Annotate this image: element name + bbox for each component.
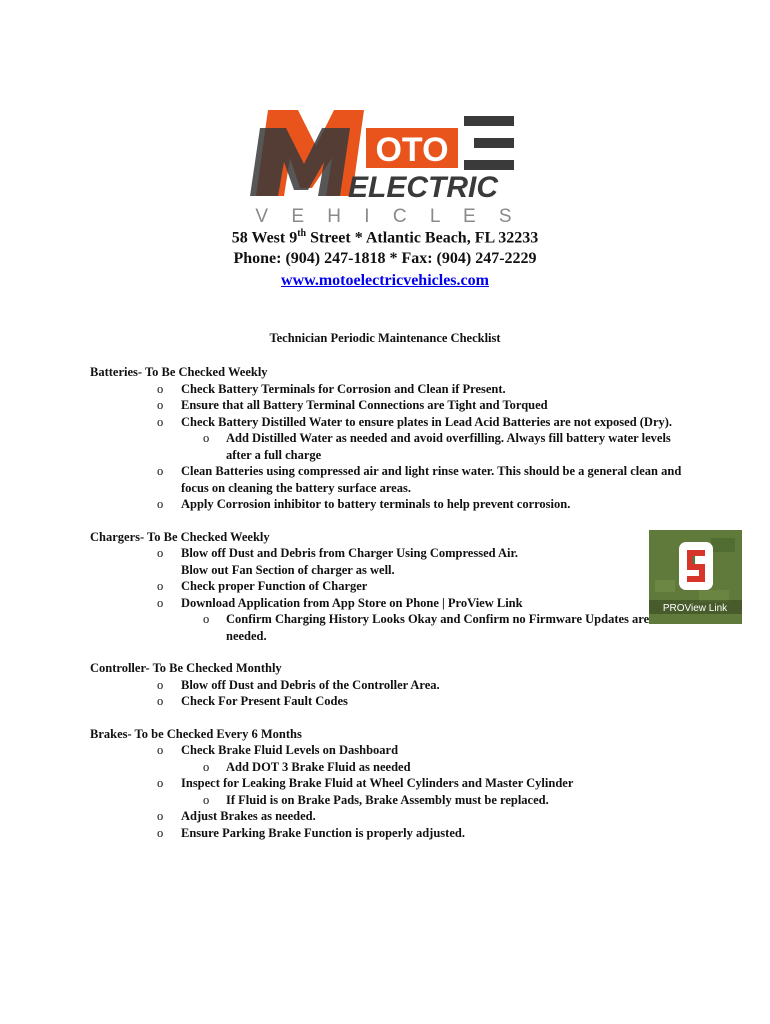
company-logo	[238, 98, 538, 226]
list-item	[90, 578, 530, 595]
bullet: o	[157, 497, 164, 511]
bullet: o	[157, 694, 164, 708]
list-item	[90, 808, 690, 825]
document-title: Technician Periodic Maintenance Checklist	[269, 331, 501, 345]
item-text: Check Battery Distilled Water to ensure plates in Lead Acid Batteries are not exposed (Dry).	[181, 414, 673, 429]
sub-list-item	[181, 611, 681, 644]
item-text: Check Battery Terminals for Corrosion and Clean if Present.	[181, 381, 506, 396]
bullet: o	[157, 579, 164, 593]
app-mark-red	[687, 550, 705, 582]
sub-list-item	[181, 792, 690, 809]
list-item	[90, 677, 690, 694]
list-item	[90, 463, 690, 496]
list-item	[90, 381, 690, 398]
bullet: o	[157, 464, 164, 478]
section-title: Brakes- To be Checked Every 6 Months	[90, 726, 302, 741]
bullet: o	[203, 612, 210, 626]
section-batteries	[90, 364, 690, 513]
bullet: o	[157, 381, 164, 396]
list-item	[90, 545, 530, 578]
item-text: Download Application from App Store on Phone | ProView Link	[181, 595, 523, 610]
item-text: Adjust Brakes as needed.	[181, 809, 316, 823]
section-title: Batteries- To Be Checked Weekly	[90, 365, 268, 379]
sub-item-text: Confirm Charging History Looks Okay and Confirm no Firmware Updates are needed.	[226, 612, 650, 643]
item-text: Check For Present Fault Codes	[181, 694, 348, 708]
sub-item-text: Add DOT 3 Brake Fluid as needed	[226, 759, 411, 774]
sub-list-item	[181, 759, 690, 776]
street-suffix: Street * Atlantic Beach, FL 32233	[306, 229, 539, 247]
bullet: o	[157, 776, 164, 790]
bullet: o	[157, 809, 164, 823]
item-text: Blow off Dust and Debris of the Controller Area.	[181, 677, 440, 692]
list-item	[90, 825, 690, 842]
list-item	[90, 742, 690, 775]
proview-link-app-image	[649, 530, 742, 624]
bullet: o	[157, 546, 164, 560]
bullet: o	[157, 743, 164, 757]
sub-list-item	[181, 430, 690, 463]
list-item	[90, 397, 690, 414]
section-chargers	[90, 529, 690, 645]
checklist	[90, 364, 690, 857]
bullet: o	[157, 398, 164, 412]
sub-item-text: If Fluid is on Brake Pads, Brake Assembly must be replaced.	[226, 792, 549, 807]
list-item	[90, 693, 690, 710]
logo-word-bottom: ELECTRIC	[348, 171, 498, 204]
list-item	[90, 775, 690, 808]
list-item	[90, 595, 650, 645]
item-text: Ensure Parking Brake Function is properly adjusted.	[181, 825, 465, 840]
website-row	[0, 272, 770, 290]
street-sup: th	[297, 228, 307, 239]
item-text: Blow off Dust and Debris from Charger Using Compressed Air. Blow out Fan Section of charger as well.	[181, 546, 519, 577]
bullet: o	[157, 677, 164, 692]
item-text: Inspect for Leaking Brake Fluid at Wheel Cylinders and Master Cylinder	[181, 776, 574, 790]
bullet: o	[157, 414, 164, 429]
item-text: Apply Corrosion inhibitor to battery terminals to help prevent corrosion.	[181, 497, 571, 511]
section-brakes	[90, 726, 690, 842]
bullet: o	[203, 759, 210, 774]
sub-item-text: Add Distilled Water as needed and avoid overfilling. Always fill battery water levels after a full charge	[226, 431, 671, 462]
bullet: o	[203, 431, 210, 445]
item-text: Check proper Function of Charger	[181, 579, 368, 593]
logo-word-sub: V E H I C L E S	[255, 206, 521, 226]
section-title: Chargers- To Be Checked Weekly	[90, 529, 270, 544]
logo-word-top: OTO	[375, 131, 449, 169]
address-line	[0, 228, 770, 247]
item-text: Ensure that all Battery Terminal Connections are Tight and Torqued	[181, 398, 548, 412]
app-label: PROView Link	[662, 603, 728, 614]
street-prefix: 58 West 9	[231, 229, 298, 247]
section-controller	[90, 660, 690, 710]
bullet: o	[157, 595, 164, 610]
section-title: Controller- To Be Checked Monthly	[90, 661, 282, 675]
bullet: o	[157, 825, 164, 840]
item-text: Clean Batteries using compressed air and light rinse water. This should be a general clean and focus on cleaning the battery surface areas.	[181, 464, 682, 495]
list-item	[90, 496, 690, 513]
bullet: o	[203, 792, 210, 807]
list-item	[90, 414, 690, 464]
website-link[interactable]: www.motoelectricvehicles.com	[281, 272, 489, 289]
item-text: Check Brake Fluid Levels on Dashboard	[181, 743, 399, 757]
phone-line: Phone: (904) 247-1818 * Fax: (904) 247-2229	[233, 250, 537, 267]
